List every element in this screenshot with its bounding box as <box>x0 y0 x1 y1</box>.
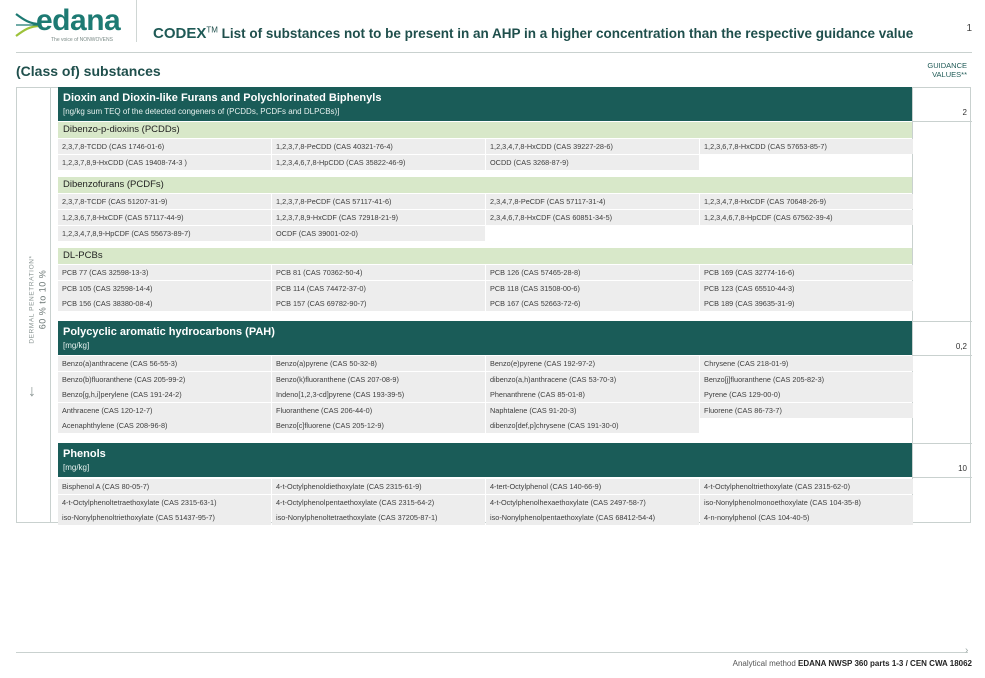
logo-wordmark: edana <box>36 4 121 37</box>
substance-cell: Benzo[c]fluorene (CAS 205-12-9) <box>272 418 485 433</box>
substance-cell: 1,2,3,4,6,7,8-HpCDD (CAS 35822-46-9) <box>272 155 485 170</box>
substance-cell: PCB 114 (CAS 74472-37-0) <box>272 281 485 296</box>
substance-cell: dibenzo(a,h)anthracene (CAS 53-70-3) <box>486 372 699 387</box>
top-rule <box>16 52 972 53</box>
subgroup-title: DL-PCBs <box>63 250 103 261</box>
substance-cell: PCB 189 (CAS 39635-31-9) <box>700 296 913 311</box>
substance-cell: Bisphenol A (CAS 80-05-7) <box>58 479 271 494</box>
substance-cell: 1,2,3,4,6,7,8-HpCDF (CAS 67562-39-4) <box>700 210 913 225</box>
dermal-title: DERMAL PENETRATION* <box>28 255 36 344</box>
footer-prefix: Analytical method <box>732 659 799 668</box>
substance-cell: PCB 126 (CAS 57465-28-8) <box>486 265 699 280</box>
section-heading: (Class of) substances <box>16 63 161 79</box>
guidance-line-1: GUIDANCE <box>927 61 967 70</box>
substance-cell: Fluoranthene (CAS 206-44-0) <box>272 403 485 418</box>
substance-cell: 2,3,4,7,8-PeCDF (CAS 57117-31-4) <box>486 194 699 209</box>
chevron-right-icon: › <box>965 645 969 656</box>
substance-cell: 2,3,7,8-TCDD (CAS 1746-01-6) <box>58 139 271 154</box>
guidance-values-header <box>927 61 967 79</box>
substance-cell: PCB 81 (CAS 70362-50-4) <box>272 265 485 280</box>
substance-cell: 1,2,3,7,8,9-HxCDF (CAS 72918-21-9) <box>272 210 485 225</box>
guidance-line-2: VALUES** <box>932 70 967 79</box>
page-number: 1 <box>966 23 972 34</box>
left-column-divider <box>50 87 51 523</box>
dermal-penetration-label <box>29 240 48 360</box>
guidance-row-divider <box>912 443 972 444</box>
header-divider <box>136 0 137 42</box>
edana-logo <box>14 4 134 43</box>
substance-cell: 2,3,7,8-TCDF (CAS 51207-31-9) <box>58 194 271 209</box>
substance-cell: 1,2,3,4,7,8,9-HpCDF (CAS 55673-89-7) <box>58 226 271 241</box>
dermal-range: 60 % to 10 % <box>37 269 48 330</box>
title-text: List of substances not to be present in an AHP in a higher concentration than the respective guidance value <box>221 26 914 41</box>
substance-cell: iso-Nonylphenoltriethoxylate (CAS 51437-95-7) <box>58 510 271 525</box>
group-unit: [mg/kg] <box>63 463 90 472</box>
guidance-row-divider <box>912 321 972 322</box>
substance-cell: 1,2,3,6,7,8-HxCDF (CAS 57117-44-9) <box>58 210 271 225</box>
group-title: Dioxin and Dioxin-like Furans and Polychlorinated Biphenyls <box>63 92 382 104</box>
substance-cell: Phenanthrene (CAS 85-01-8) <box>486 387 699 402</box>
substance-cell: Pyrene (CAS 129-00-0) <box>700 387 913 402</box>
substance-cell: Benzo(b)fluoranthene (CAS 205-99-2) <box>58 372 271 387</box>
guidance-value-dioxins: 2 <box>962 108 967 117</box>
substance-cell: iso-Nonylphenoltetraethoxylate (CAS 37205-87-1) <box>272 510 485 525</box>
substance-cell: 1,2,3,7,8-PeCDD (CAS 40321-76-4) <box>272 139 485 154</box>
substance-cell: Fluorene (CAS 86-73-7) <box>700 403 913 418</box>
substance-cell: Anthracene (CAS 120-12-7) <box>58 403 271 418</box>
substance-cell: Naphtalene (CAS 91-20-3) <box>486 403 699 418</box>
substance-cell: OCDD (CAS 3268-87-9) <box>486 155 699 170</box>
group-header-pah <box>58 321 912 355</box>
group-unit: [ng/kg sum TEQ of the detected congeners of (PCDDs, PCDFs and DLPCBs)] <box>63 107 340 116</box>
logo-tagline: The voice of NONWOVENS <box>51 37 113 43</box>
subgroup-title: Dibenzofurans (PCDFs) <box>63 179 164 190</box>
substance-cell: 1,2,3,7,8,9-HxCDD (CAS 19408-74-3 ) <box>58 155 271 170</box>
substance-cell: PCB 167 (CAS 52663-72-6) <box>486 296 699 311</box>
substance-cell: 4-t-Octylphenoldiethoxylate (CAS 2315-61-9) <box>272 479 485 494</box>
group-title: Polycyclic aromatic hydrocarbons (PAH) <box>63 326 275 338</box>
footer-method: EDANA NWSP 360 parts 1-3 / CEN CWA 18062 <box>798 659 972 668</box>
group-header-phenols <box>58 443 912 477</box>
group-header-dioxins <box>58 87 912 121</box>
substance-cell: 1,2,3,6,7,8-HxCDD (CAS 57653-85-7) <box>700 139 913 154</box>
substance-cell: Benzo(a)pyrene (CAS 50-32-8) <box>272 356 485 371</box>
substance-cell: PCB 77 (CAS 32598-13-3) <box>58 265 271 280</box>
substance-cell: Chrysene (CAS 218-01-9) <box>700 356 913 371</box>
footer-rule <box>16 652 968 653</box>
substance-cell: 4-t-Octylphenolpentaethoxylate (CAS 2315-64-2) <box>272 495 485 510</box>
down-arrow-icon: ↓ <box>28 383 36 400</box>
substance-cell: PCB 169 (CAS 32774-16-6) <box>700 265 913 280</box>
subgroup-title: Dibenzo-p-dioxins (PCDDs) <box>63 124 180 135</box>
subgroup-header-pcdfs <box>58 177 912 193</box>
substance-cell: Benzo[j]fluoranthene (CAS 205-82-3) <box>700 372 913 387</box>
substance-cell: Indeno[1,2,3-cd]pyrene (CAS 193-39-5) <box>272 387 485 402</box>
substance-cell: 2,3,4,6,7,8-HxCDF (CAS 60851-34-5) <box>486 210 699 225</box>
guidance-value-phenols: 10 <box>958 464 967 473</box>
substance-cell: OCDF (CAS 39001-02-0) <box>272 226 485 241</box>
subgroup-header-pcdds <box>58 122 912 138</box>
substance-cell: Benzo(k)fluoranthene (CAS 207-08-9) <box>272 372 485 387</box>
substance-cell: 1,2,3,7,8-PeCDF (CAS 57117-41-6) <box>272 194 485 209</box>
substance-cell: Benzo(e)pyrene (CAS 192-97-2) <box>486 356 699 371</box>
substance-cell: PCB 123 (CAS 65510-44-3) <box>700 281 913 296</box>
guidance-row-divider <box>912 355 972 356</box>
substance-cell: PCB 156 (CAS 38380-08-4) <box>58 296 271 311</box>
guidance-row-divider <box>912 477 972 478</box>
group-title: Phenols <box>63 448 106 460</box>
substance-cell: 4-tert-Octylphenol (CAS 140-66-9) <box>486 479 699 494</box>
substance-cell: 4-t-Octylphenoltriethoxylate (CAS 2315-62-0) <box>700 479 913 494</box>
codex-label: CODEX <box>153 25 207 42</box>
guidance-value-pah: 0,2 <box>955 342 967 351</box>
substance-cell: iso-Nonylphenolpentaethoxylate (CAS 68412-54-4) <box>486 510 699 525</box>
subgroup-header-dlpcbs <box>58 248 912 264</box>
group-unit: [mg/kg] <box>63 341 90 350</box>
substance-cell: PCB 157 (CAS 69782-90-7) <box>272 296 485 311</box>
substance-cell: dibenzo[def,p]chrysene (CAS 191-30-0) <box>486 418 699 433</box>
trademark-mark: TM <box>206 25 218 35</box>
substance-cell: 4-t-Octylphenoltetraethoxylate (CAS 2315-63-1) <box>58 495 271 510</box>
substance-cell: Acenaphthylene (CAS 208-96-8) <box>58 418 271 433</box>
substance-cell: PCB 105 (CAS 32598-14-4) <box>58 281 271 296</box>
substance-cell: 4-n-nonylphenol (CAS 104-40-5) <box>700 510 913 525</box>
substance-cell: Benzo[g,h,i]perylene (CAS 191-24-2) <box>58 387 271 402</box>
guidance-row-divider <box>912 121 972 122</box>
substance-cell: PCB 118 (CAS 31508-00-6) <box>486 281 699 296</box>
substance-cell: 1,2,3,4,7,8-HxCDF (CAS 70648-26-9) <box>700 194 913 209</box>
substance-cell: Benzo(a)anthracene (CAS 56-55-3) <box>58 356 271 371</box>
footer-analytical-method <box>733 659 972 668</box>
substance-cell: iso-Nonylphenolmonoethoxylate (CAS 104-35-8) <box>700 495 913 510</box>
substance-cell: 1,2,3,4,7,8-HxCDD (CAS 39227-28-6) <box>486 139 699 154</box>
page-title <box>153 25 913 42</box>
substance-cell: 4-t-Octylphenolhexaethoxylate (CAS 2497-58-7) <box>486 495 699 510</box>
